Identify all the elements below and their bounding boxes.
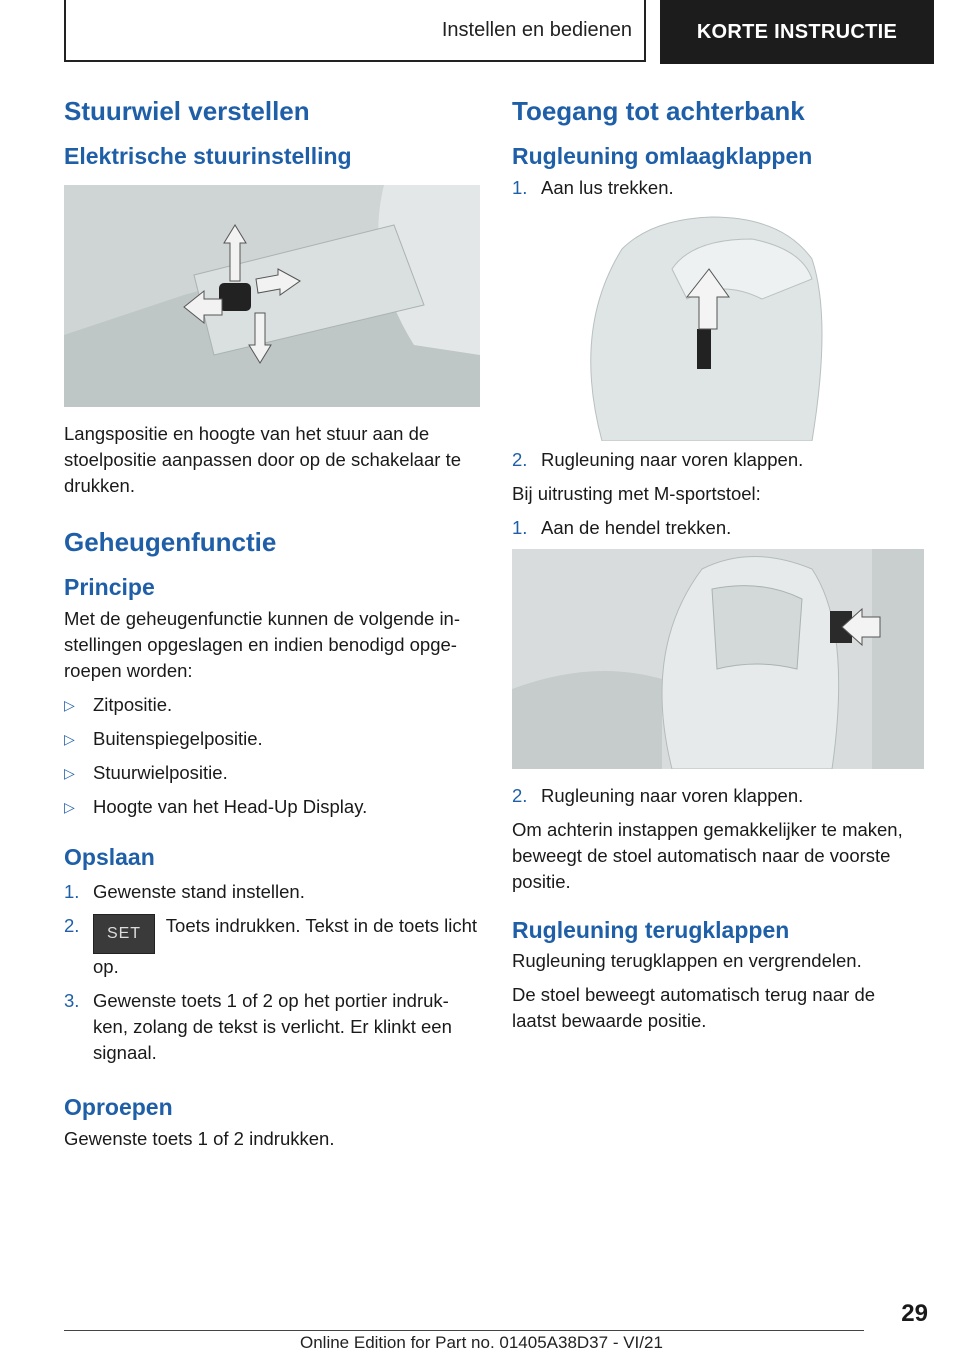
footer-divider [64,1330,864,1331]
seat-loop-illustration [512,209,924,441]
memory-bullet-list [64,692,480,820]
list-item: ▷ Hoogte van het Head-Up Display. [64,794,480,820]
footer-edition: Online Edition for Part no. 01405A38D37 - VI/21 [300,1333,663,1352]
steering-description: Langspositie en hoogte van het stuur aan de stoelpositie aanpassen door op de schakelaar te drukken. [64,422,461,496]
principle-text: Met de geheugenfunctie kunnen de volgende in-stellingen opgeslagen en indien benodigd opge-roepen worden: [64,607,460,681]
fold-steps-b [512,447,924,473]
fold-steps-a [512,175,924,201]
triangle-bullet-icon: ▷ [64,764,75,781]
recall-text: Gewenste toets 1 of 2 indrukken. [64,1127,335,1149]
back-text-1: Rugleuning terugklappen en vergrendelen. [512,950,862,972]
heading-fold: Rugleuning omlaagklappen [512,143,813,170]
chapter-tab: KORTE INSTRUCTIE [660,0,934,64]
list-item: 2. SET Toets indrukken. Tekst in de toets licht op. [64,915,478,978]
heading-electric: Elektrische stuurinstelling [64,143,352,170]
list-item: 3. Gewenste toets 1 of 2 op het portier indruk-ken, zolang de tekst is verlicht. Er klinkt een signaal. [64,990,452,1064]
fold-steps-d [512,783,924,809]
msport-text: Bij uitrusting met M-sportstoel: [512,482,761,504]
list-item: ▷ Zitpositie. [64,692,480,718]
heading-save: Opslaan [64,843,155,870]
list-item: 1. Aan lus trekken. [512,176,674,198]
fold-steps-c [512,515,924,541]
list-item: 1. Gewenste stand instellen. [64,881,305,903]
triangle-bullet-icon: ▷ [64,730,75,747]
heading-recall: Oproepen [64,1094,173,1121]
list-item: 1. Aan de hendel trekken. [512,516,732,538]
list-item: ▷ Stuurwielpositie. [64,760,480,786]
list-item: 2. Rugleuning naar voren klappen. [512,448,804,470]
steering-switch-illustration [64,185,480,407]
heading-rear-access: Toegang tot achterbank [512,96,805,126]
left-column [64,96,480,1160]
triangle-bullet-icon: ▷ [64,798,75,815]
save-steps [64,879,480,1066]
page-header [64,0,934,64]
right-column [512,96,924,1042]
heading-back: Rugleuning terugklappen [512,916,790,943]
easy-entry-text: Om achterin instappen gemakkelijker te maken, beweegt de stoel automatisch naar de voorste positie. [512,818,903,892]
back-text-2: De stoel beweegt automatisch terug naar de laatst bewaarde positie. [512,984,876,1032]
set-button-icon: SET [93,914,155,954]
heading-principle: Principe [64,573,155,600]
heading-memory: Geheugenfunctie [64,526,277,557]
section-title: Instellen en bedienen [64,0,646,62]
list-item: 2. Rugleuning naar voren klappen. [512,784,804,806]
list-item: ▷ Buitenspiegelpositie. [64,726,480,752]
msport-seat-illustration [512,549,924,769]
triangle-bullet-icon: ▷ [64,696,75,713]
heading-steering: Stuurwiel verstellen [64,96,310,126]
page-number: 29 [901,1300,928,1327]
